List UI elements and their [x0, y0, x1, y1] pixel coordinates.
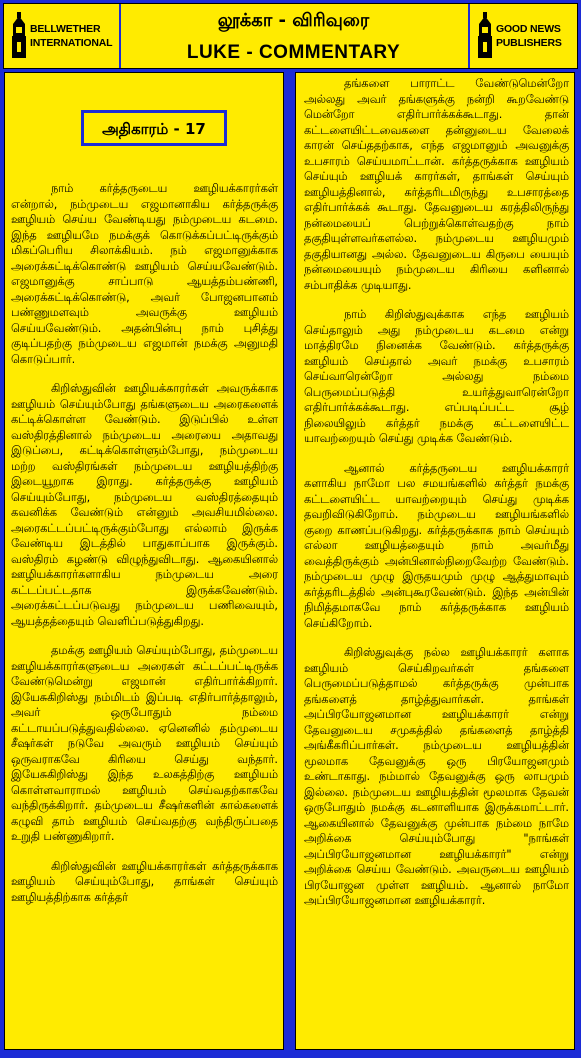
- right-column: [295, 72, 575, 1050]
- english-title: LUKE - COMMENTARY: [186, 42, 401, 63]
- left-logo-line1: BELLWETHER: [30, 23, 101, 35]
- right-logo-line1: GOOD NEWS: [496, 23, 561, 35]
- left-logo-line2: INTERNATIONAL: [30, 37, 113, 49]
- tamil-title: லூக்கா - விரிவுரை: [217, 10, 370, 31]
- right-paragraph-3: ஆனால் கர்த்தருடைய ஊழியக்காரர் களாகிய நாமோ பல சமயங்களில் கர்த்தர் நமக்கு கட்டளையிட்ட யாவற்றையும் செய்து முடிக்க தவறிவிடுகிறோம். நம்முடைய ஊழியங்களில் குறை காணப்படுகிறது. கர்த்தருக்காக நாம் செய்யும் எல்லா ஊழியத்தையும் நாம் அவர்மீது வைத்திருக்கும் அன்பினால்நிறைவேற்ற வேண்டும். நம்முடைய முழு இருதயமும் முழு ஆத்துமாவும் கர்த்தரிடத்தில் அன்புகூரவேண்டும். இந்த அன்பின் நிமித்தமாகவே நாம் கர்த்தருக்காக ஊழியம் செய்கிறோம்.: [304, 461, 569, 630]
- chapter-label: அதிகாரம் - 17: [102, 120, 206, 138]
- right-paragraph-1: தங்களை பாராட்ட வேண்டுமென்றோ அல்லது அவர் தங்களுக்கு நன்றி கூறவேண்டு மென்றோ எதிர்பார்க்கக்கூடாது. தான் கட்டளையிட்டவைகளை தன்னுடைய வேலைக் காரன் செய்ததற்காக, எந்த எஜமானும் அவனுக்கு உபசாரம் செய்யமாட்டான். கர்த்தருக்காக ஊழியம் செய்யும் ஊழியக் காரர்கள், தாங்கள் செய்யும் ஊழியத்தினால், கர்த்தரிடமிருந்து உபசாரத்தை எதிர்பார்க்கக் கூடாது. தேவனுடைய கரத்திலிருந்து நன்மையைப் பெற்றுக்கொள்வதற்கு நாம் தகுதியுள்ளவர்களல்ல. நம்முடைய ஊழியமும் தகுதியானது அல்ல. தேவனுடைய கிருபை யையும் நன்மையையும் நம்முடைய கிரியை களினால் சம்பாதிக்க முடியாது.: [304, 77, 569, 292]
- left-paragraph-1: நாம் கர்த்தருடைய ஊழியக்காரர்கள் என்றால், நம்முடைய எஜமானாகிய கர்த்தருக்கு ஊழியம் செய்ய வேண்டியது நம்முடைய கடமை. இந்த ஊழியமே நமக்குக் கொடுக்கப்பட்டிருக்கும் மிகப்பெரிய சிலாக்கியம். நம் எஜமானுக்காக அரைக்கட்டிக்கொண்டு ஊழியம் செய்யவேண்டும். எஜமானுக்கு சாப்பாடு ஆயத்தம்பண்ணி, அரைக்கட்டிக்கொண்டு, அவர் போஜனபானம் பண்ணுமளவும் அவருக்கு ஊழியம் செய்யவேண்டும். அதன்பின்பு நாம் புசித்து குடிப்பதற்கு நம்முடைய எஜமான் நமக்கு அனுமதி கொடுப்பார்.: [11, 182, 278, 366]
- good-news-logo: [476, 10, 576, 62]
- bell-tower-icon: [10, 12, 28, 58]
- left-paragraph-4: கிறிஸ்துவின் ஊழியக்காரர்கள் கர்த்தருக்காக ஊழியம் செய்யும்போது, தாங்கள் செய்யும் ஊழியத்திற்காக கர்த்தர்: [11, 859, 278, 904]
- bell-tower-icon: [476, 12, 494, 58]
- right-logo-cell: [468, 4, 580, 68]
- left-logo-text: [30, 22, 112, 50]
- bellwether-logo: [10, 10, 113, 62]
- header: [3, 3, 578, 69]
- chapter-box: [81, 110, 227, 146]
- left-logo-cell: [4, 4, 121, 68]
- title-cell: [121, 4, 466, 68]
- left-column: [4, 72, 284, 1050]
- right-logo-text: [496, 22, 562, 50]
- left-column-text: [11, 181, 278, 919]
- left-paragraph-2: கிறிஸ்துவின் ஊழியக்காரர்கள் அவருக்காக ஊழியம் செய்யும்போது தங்களுடைய அரைகளைக் கட்டிக்கொள்ள வேண்டும். இடுப்பில் உள்ள வஸ்திரத்தினால் நம்முடைய அரையை அதாவது இடுப்பை, கட்டிக்கொள்ளும்போது, நம்முடைய மற்ற வஸ்திரங்கள் நம்முடைய ஊழியத்திற்கு இடையூறாக இராது. கர்த்தருக்கு ஊழியம் செய்யும்போது, நம்முடைய வஸ்திரத்தையும் கவனிக்க வேண்டும் என்னும் அவசியமில்லை. அரைகட்டப்பட்டிருக்கும்போது எல்லாம் இருக்க வேண்டிய இடத்தில் பாதுகாப்பாக இருக்கும். வஸ்திரம் கழண்டு விழுந்துவிடாது. ஆகையினால் ஊழியக்காரர்களாகிய நம்முடைய அரை கட்டப்பட்டதாக இருக்கவேண்டும். அரைக்கட்டப்படுவது நம்முடைய பணிவையும், ஆயத்தத்தையும் வெளிப்படுத்துகிறது.: [11, 382, 278, 628]
- right-paragraph-4: கிறிஸ்துவுக்கு நல்ல ஊழியக்காரர் களாக ஊழியம் செய்கிறவர்கள் தங்களை பெருமைப்படுத்தாமல் கர்த்தருக்கு முன்பாக தங்களைத் தாழ்த்துவார்கள். தாங்கள் அப்பிரயோஜனமான ஊழியக்காரர் என்று தேவனுடைய சமுகத்தில் தங்களைத் தாழ்த்தி அங்கீகரிப்பார்கள். நம்முடைய ஊழியத்தின் மூலமாக தேவனுக்கு ஒரு பிரயோஜனமும் உண்டாகாது. நம்மால் தேவனுக்கு ஒரு லாபமும் இல்லை. நம்முடைய ஊழியத்தின் மூலமாக தேவன் ஒருபோதும் நமக்கு கடனாளியாக இருக்கமாட்டார். ஆகையினால் தேவனுக்கு முன்பாக நம்மை நாமே அறிக்கை செய்யும்போது "நாங்கள் அப்பிரயோஜனமான ஊழியக்காரர்" என்று அறிக்கை செய்ய வேண்டும். அவருடைய ஊழியம் பிரயோஜன முள்ள ஊழியம். ஆனால் நாமோ அப்பிரயோஜனமான ஊழியக்காரர்.: [304, 646, 569, 907]
- right-logo-line2: PUBLISHERS: [496, 37, 562, 49]
- right-column-text: [304, 76, 569, 923]
- left-paragraph-3: தமக்கு ஊழியம் செய்யும்போது, தம்முடைய ஊழியக்காரர்களுடைய அரைகள் கட்டப்பட்டிருக்க வேண்டுமென்று எஜமான் எதிர்பார்க்கிறார். இயேசுகிறிஸ்து நம்மிடம் இப்படி எதிர்பார்த்தாலும், அவர் ஒருபோதும் நம்மை கட்டாயப்படுத்துவதில்லை. ஏனெனில் தம்முடைய சீஷர்கள் நடுவே அவரும் ஊழியம் செய்யும் ஒருவராகவே கிரியை செய்து வந்தார். இயேசுகிறிஸ்து இந்த உலகத்திற்கு ஊழியம் கொள்ளவாராமல் ஊழியம் செய்வதற்காகவே வந்திருக்கிறார். தம்முடைய சீஷர்களின் கால்களைக் கழுவி தாம் ஊழியம் செய்வதற்கு வந்திருப்பதை உறுதி பண்ணுகிறார்.: [11, 644, 278, 843]
- right-paragraph-2: நாம் கிறிஸ்துவுக்காக எந்த ஊழியம் செய்தாலும் அது நம்முடைய கடமை என்று மாத்திரமே நினைக்க வேண்டும். கர்த்தருக்கு ஊழியம் செய்தால் அவர் நமக்கு உபசாரம் செய்வாரென்றோ அல்லது நம்மை பெருமைப்படுத்தி உயர்த்துவாரென்றோ எதிர்பார்க்கக்கூடாது. எப்படிப்பட்ட சூழ் நிலையிலும் கர்த்தர் நமக்கு கட்டளையிட்ட யாவற்றையும் செய்து முடிக்க வேண்டும்.: [304, 308, 569, 445]
